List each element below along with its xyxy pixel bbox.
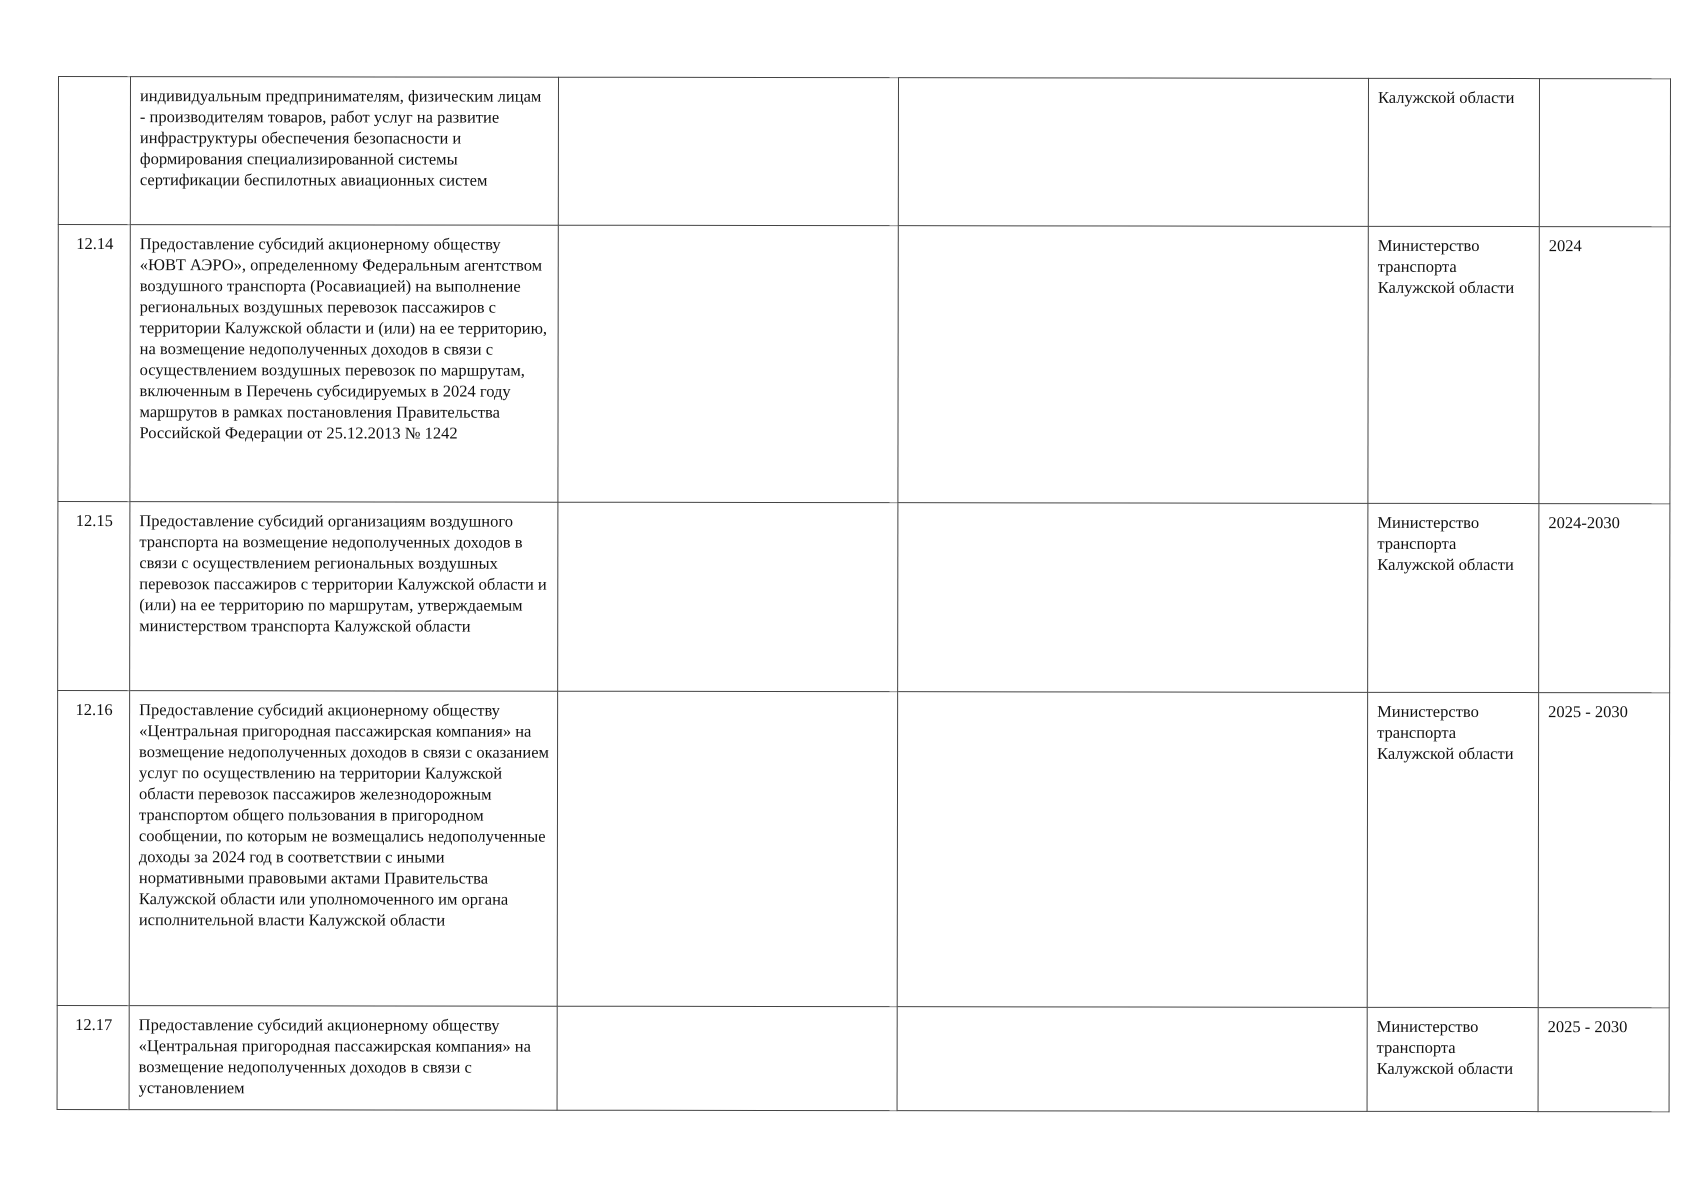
row-description: Предоставление субсидий организациям воздушного транспорта на возмещение недополученных доходов в связи с осуществлением региональных воздушных перевозок пассажиров с территории Калужской области и (или) на ее территорию по маршрутам, утверждаемым министерством транспорта Калужской области xyxy=(130,502,558,692)
row-responsible: Калужской области xyxy=(1368,78,1539,226)
measures-table xyxy=(57,76,1671,1112)
table-row xyxy=(58,502,1670,693)
row-number: 12.16 xyxy=(57,691,129,1006)
empty-cell xyxy=(898,503,1368,693)
row-number: 12.17 xyxy=(57,1005,129,1109)
row-number: 12.14 xyxy=(58,225,130,502)
empty-cell xyxy=(898,78,1368,227)
row-description: Предоставление субсидий акционерному обществу «Центральная пригородная пассажирская компания» на возмещение недополученных доходов в связи с оказанием услуг по осуществлению на территории Калужской области перевозок пассажиров железнодорожным транспортом общего пользования в пригородном сообщении, по которым не возмещались недополученные доходы за 2024 год в соответствии с иными нормативными правовыми актами Правительства Калужской области или уполномоченного им органа исполнительной власти Калужской области xyxy=(129,691,557,1007)
empty-cell xyxy=(897,692,1367,1008)
empty-cell xyxy=(558,77,898,225)
row-period: 2025 - 2030 xyxy=(1538,693,1669,1008)
row-number: 12.15 xyxy=(58,502,130,691)
row-description: индивидуальным предпринимателям, физическим лицам - производителям товаров, работ услуг на развитие инфраструктуры обеспечения безопасности и формирования специализированной системы сертификации беспилотных авиационных систем xyxy=(130,77,558,226)
row-description: Предоставление субсидий акционерному обществу «ЮВТ АЭРО», определенному Федеральным агентством воздушного транспорта (Росавиацией) на выполнение региональных воздушных перевозок пассажиров с территории Калужской области и (или) на ее территорию, на возмещение недополученных доходов в связи с осуществлением воздушных перевозок по маршрутам, включенным в Перечень субсидируемых в 2024 году маршрутов в рамках постановления Правительства Российской Федерации от 25.12.2013 № 1242 xyxy=(130,225,558,503)
table-row xyxy=(58,77,1670,227)
row-number xyxy=(58,77,130,225)
table-row xyxy=(57,1005,1669,1111)
row-period: 2024-2030 xyxy=(1539,504,1670,693)
row-responsible: Министерство транспорта Калужской области xyxy=(1368,226,1539,503)
row-responsible: Министерство транспорта Калужской области xyxy=(1367,692,1538,1007)
empty-cell xyxy=(557,691,897,1006)
empty-cell xyxy=(898,226,1368,504)
table-row xyxy=(58,225,1670,504)
empty-cell xyxy=(897,1007,1367,1112)
row-period xyxy=(1539,79,1670,227)
row-description: Предоставление субсидий акционерному обществу «Центральная пригородная пассажирская компания» на возмещение недополученных доходов в связи с установлением xyxy=(129,1006,557,1111)
empty-cell xyxy=(557,1006,897,1110)
empty-cell xyxy=(558,502,898,691)
row-responsible: Министерство транспорта Калужской области xyxy=(1368,503,1539,692)
empty-cell xyxy=(558,225,898,502)
row-period: 2024 xyxy=(1539,227,1670,504)
row-responsible: Министерство транспорта Калужской области xyxy=(1367,1007,1538,1111)
row-period: 2025 - 2030 xyxy=(1538,1008,1669,1112)
table-row xyxy=(57,691,1669,1008)
